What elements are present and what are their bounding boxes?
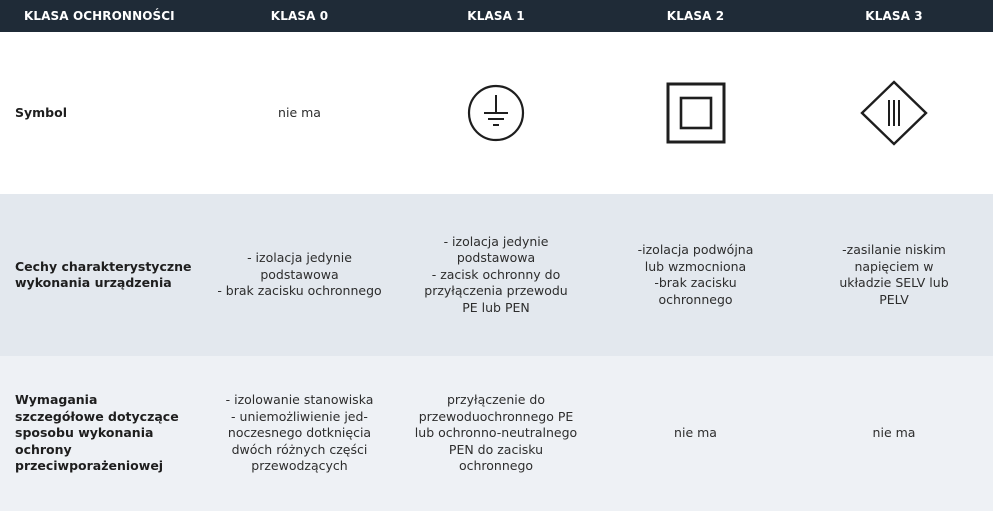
cell-text: nie ma (278, 104, 321, 120)
cell-class3-requirements (795, 356, 993, 511)
cell-text: przyłączenie do przewoduochronnego PE lub ochronno-neutralnego PEN do zacisku ochronnego (414, 392, 578, 474)
cell-class3-characteristics (795, 194, 993, 356)
cell-class1-requirements (396, 356, 596, 511)
table-row-symbol (0, 32, 993, 194)
header-class-3: KLASA 3 (865, 9, 923, 23)
row-label-symbol (0, 32, 203, 194)
cell-text: -zasilanie niskim napięciem w układzie SELV lub PELV (839, 242, 949, 307)
table-row-characteristics (0, 194, 993, 356)
cell-class2-characteristics (596, 194, 795, 356)
header-class-0: KLASA 0 (270, 9, 329, 23)
row-label-text: Wymagania szczegółowe dotyczące sposobu wykonania ochrony przeciwporażeniowej (15, 392, 179, 474)
table-header-row (0, 0, 993, 32)
row-label-characteristics (0, 194, 203, 356)
header-protection-class: KLASA OCHRONNOŚCI (24, 9, 175, 23)
cell-class3-symbol (795, 32, 993, 194)
cell-text: - izolacja jedynie podstawowa - zacisk ochronny do przyłączenia przewodu PE lub PEN (424, 233, 568, 315)
table-row-requirements (0, 356, 993, 511)
cell-text: nie ma (872, 425, 916, 441)
cell-class1-characteristics (396, 194, 596, 356)
cell-text: -izolacja podwójna lub wzmocniona -brak zacisku ochronnego (637, 242, 754, 307)
row-label-text: Symbol (15, 104, 67, 120)
cell-text: nie ma (674, 425, 717, 441)
cell-text: - izolowanie stanowiska - uniemożliwienie jed- noczesnego dotknięcia dwóch różnych części przewodzących (225, 392, 374, 474)
protective-earth-icon (466, 83, 526, 143)
cell-class0-symbol (203, 32, 396, 194)
header-class-2: KLASA 2 (666, 9, 725, 23)
cell-class2-requirements (596, 356, 795, 511)
cell-class0-requirements (203, 356, 396, 511)
double-insulation-icon (666, 82, 726, 144)
cell-class0-characteristics (203, 194, 396, 356)
selv-class3-icon (860, 80, 928, 146)
row-label-requirements (0, 356, 203, 511)
cell-class1-symbol (396, 32, 596, 194)
cell-text: - izolacja jedynie podstawowa - brak zacisku ochronnego (217, 250, 382, 299)
row-label-text: Cechy charakterystyczne wykonania urządzenia (15, 258, 192, 290)
cell-class2-symbol (596, 32, 795, 194)
header-class-1: KLASA 1 (467, 9, 525, 23)
